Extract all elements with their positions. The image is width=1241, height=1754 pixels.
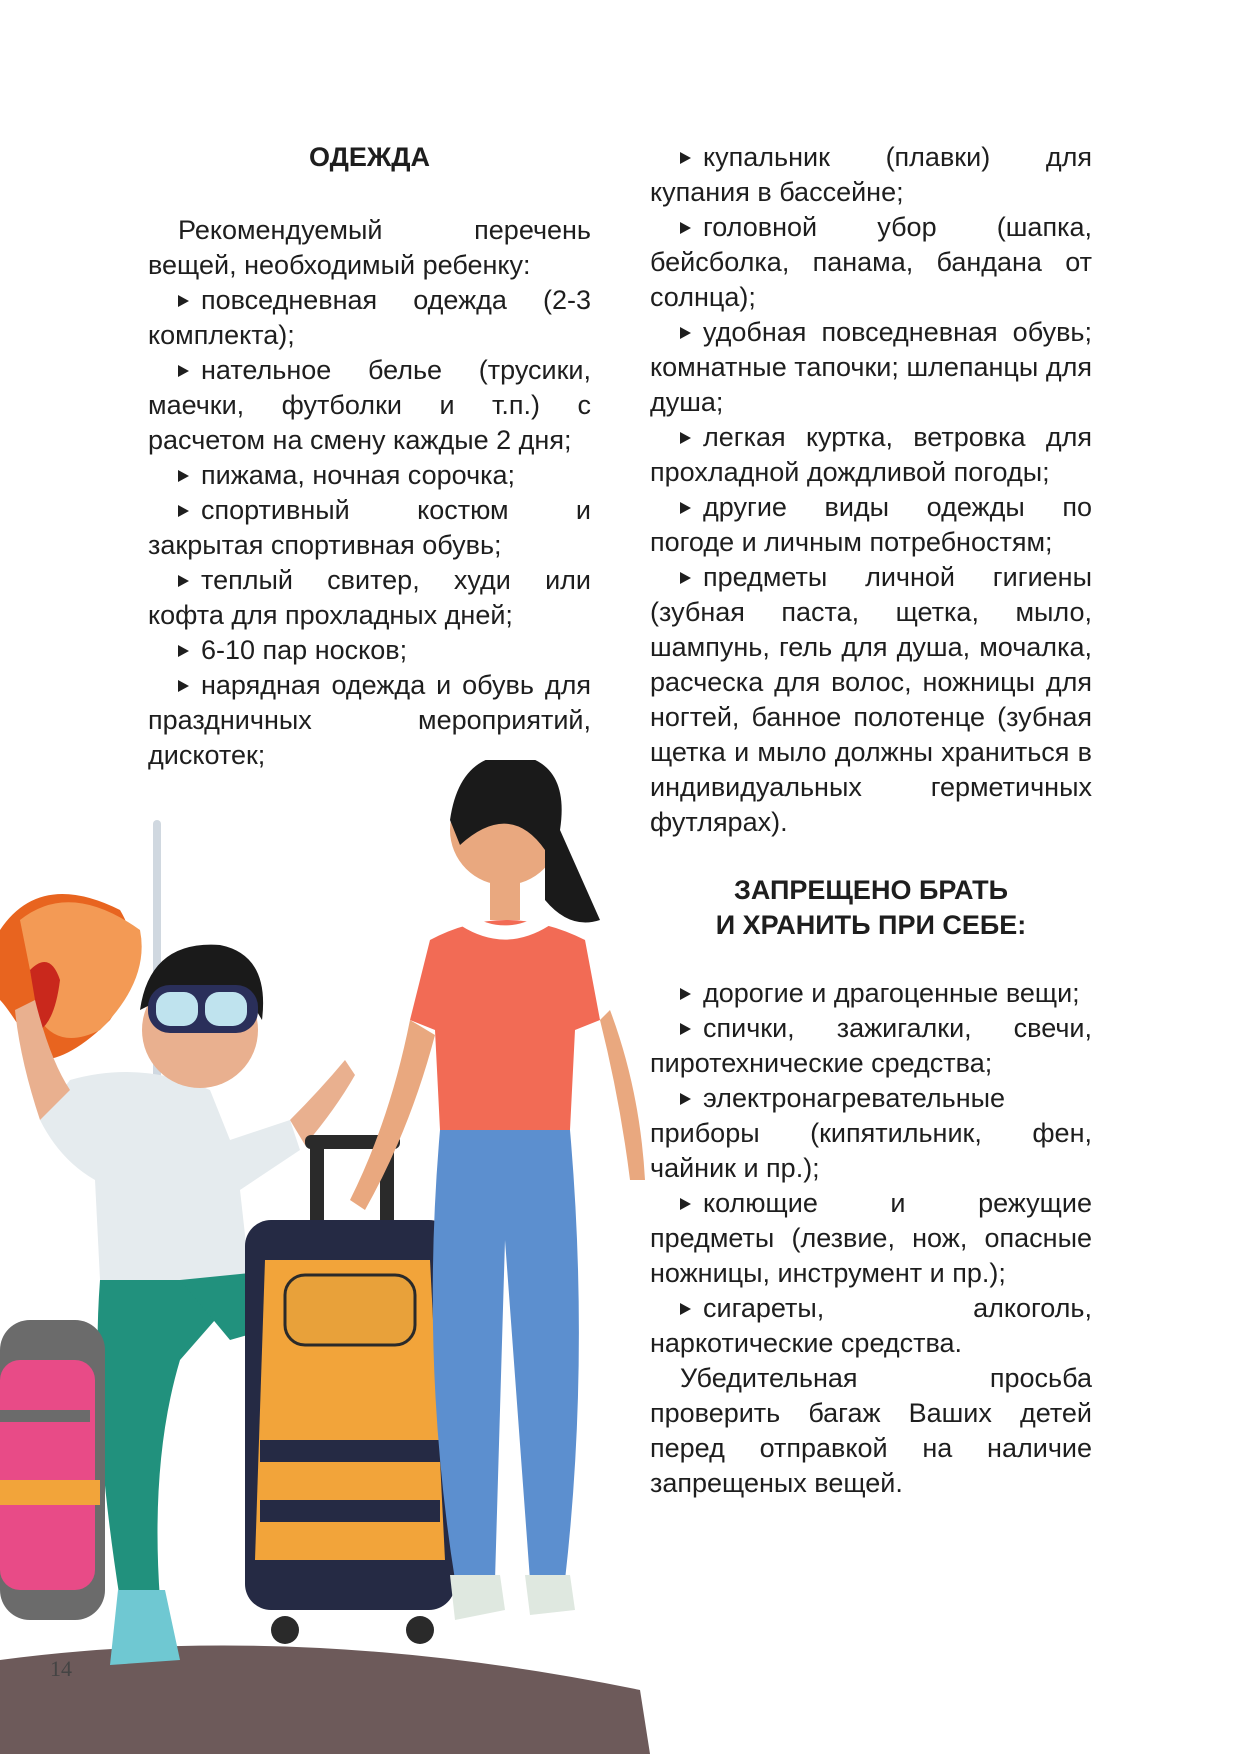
bullet-icon (680, 572, 691, 584)
list-item: легкая куртка, ветровка для прохладной дождливой погоды; (650, 422, 1092, 487)
list-item: предметы личной гигиены (зубная паста, щетка, мыло, шампунь, гель для душа, мочалка, расческа для волос, ножницы для ногтей, банное полотенце (зубная щетка и мыло должны храниться в индивидуальных герметичных футлярах). (650, 562, 1092, 837)
ground-shadow (0, 1645, 650, 1754)
bullet-icon (178, 470, 189, 482)
list-item: повседневная одежда (2-3 комплекта); (148, 285, 591, 350)
bullet-icon (680, 1303, 691, 1315)
list-item: другие виды одежды по погоде и личным потребностям; (650, 492, 1092, 557)
list-item: нательное белье (трусики, маечки, футболки и т.п.) с расчетом на смену каждые 2 дня; (148, 355, 591, 455)
list-item: купальник (плавки) для купания в бассейне; (650, 142, 1092, 207)
bullet-icon (680, 1023, 691, 1035)
left-column (148, 140, 591, 773)
list-item: дорогие и драгоценные вещи; (650, 976, 1092, 1011)
list-item: пижама, ночная сорочка; (148, 458, 591, 493)
bullet-icon (680, 1198, 691, 1210)
list-item: 6-10 пар носков; (148, 633, 591, 668)
bullet-icon (178, 505, 189, 517)
list-item: колющие и режущие предметы (лезвие, нож, опасные ножницы, инструмент и пр.); (650, 1188, 1092, 1288)
bullet-icon (178, 645, 189, 657)
list-item: спортивный костюм и закрытая спортивная обувь; (148, 495, 591, 560)
bullet-icon (680, 327, 691, 339)
bullet-icon (178, 365, 189, 377)
list-item: головной убор (шапка, бейсболка, панама, бандана от солнца); (650, 212, 1092, 312)
suitcase-icon (245, 1135, 455, 1644)
travel-illustration (0, 760, 700, 1754)
right-column (650, 140, 1092, 1501)
bullet-icon (680, 222, 691, 234)
bullet-icon (178, 575, 189, 587)
closing-paragraph: Убедительная просьба проверить багаж Ваших детей перед отправкой на наличие запрещеных вещей. (650, 1363, 1092, 1498)
bullet-icon (680, 988, 691, 1000)
bullet-icon (680, 152, 691, 164)
list-item: нарядная одежда и обувь для праздничных мероприятий, дискотек; (148, 670, 591, 770)
list-item: электронагревательные приборы (кипятильник, фен, чайник и пр.); (650, 1083, 1092, 1183)
bullet-icon (178, 680, 189, 692)
list-item: теплый свитер, худи или кофта для прохладных дней; (148, 565, 591, 630)
clothing-heading: ОДЕЖДА (308, 142, 431, 172)
list-item: удобная повседневная обувь; комнатные тапочки; шлепанцы для душа; (650, 317, 1092, 417)
bullet-icon (680, 1093, 691, 1105)
bullet-icon (680, 502, 691, 514)
bullet-icon (680, 432, 691, 444)
list-item: спички, зажигалки, свечи, пиротехнические средства; (650, 1013, 1092, 1078)
bullet-icon (178, 295, 189, 307)
intro-paragraph: Рекомендуемый перечень вещей, необходимый ребенку: (148, 215, 591, 280)
page-number: 14 (50, 1656, 72, 1681)
forbidden-heading: ЗАПРЕЩЕНО БРАТЬ И ХРАНИТЬ ПРИ СЕБЕ: (715, 875, 1027, 940)
list-item: сигареты, алкоголь, наркотические средства. (650, 1293, 1092, 1358)
backpack-icon (0, 1320, 105, 1620)
